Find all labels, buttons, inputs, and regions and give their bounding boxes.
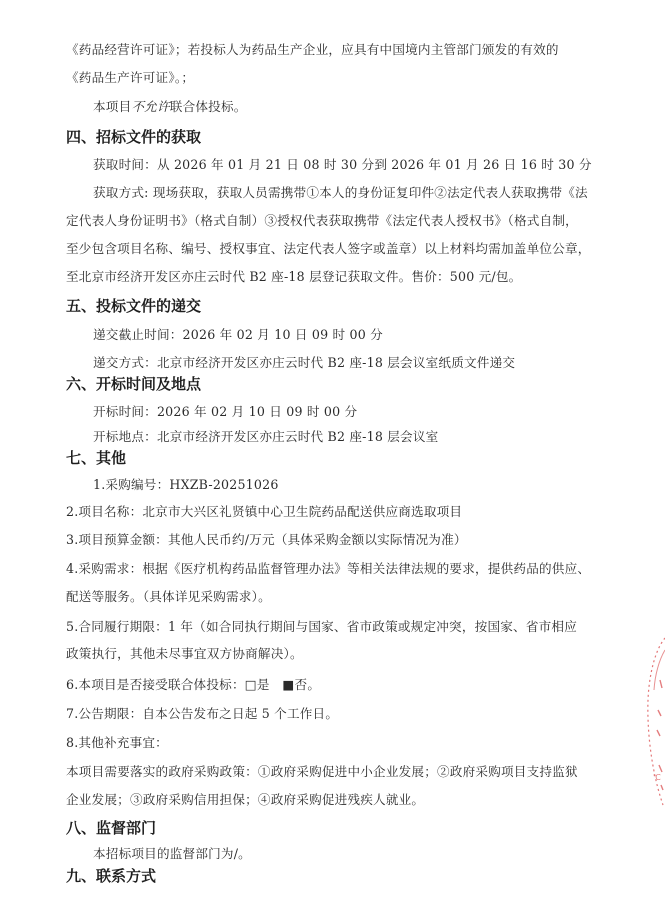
procurement-demand-line-2: 配送等服务。（具体详见采购需求）。 bbox=[66, 589, 271, 604]
acquisition-time: 获取时间：从 2026 年 01 月 21 日 08 时 30 分到 2026 年 01 月 26 日 16 时 30 分 bbox=[93, 157, 592, 172]
acquisition-method-line-3: 至少包含项目名称、编号、授权事宜、法定代表人签字或盖章）以上材料均需加盖单位公章， bbox=[66, 241, 591, 256]
project-budget: 3.项目预算金额：其他人民币约/万元（具体采购金额以实际情况为准） bbox=[66, 532, 467, 547]
submission-method: 递交方式：北京市经济开发区亦庄云时代 B2 座-18 层会议室纸质文件递交 bbox=[93, 355, 516, 370]
section-7-heading: 七、其他 bbox=[66, 449, 127, 467]
opening-time: 开标时间：2026 年 02 月 10 日 09 时 00 分 bbox=[93, 404, 358, 419]
policy-line-2: 企业发展；③政府采购信用担保；④政府采购促进残疾人就业。 bbox=[66, 792, 425, 807]
svg-text:'C: 'C bbox=[653, 773, 661, 782]
acquisition-method-line-4: 至北京市经济开发区亦庄云时代 B2 座-18 层登记获取文件。售价：500 元/包。 bbox=[66, 269, 522, 284]
license-line-2: 《药品生产许可证》。； bbox=[66, 70, 195, 85]
consortium-not-allowed: 不允许 bbox=[131, 99, 170, 114]
section-4-heading: 四、招标文件的获取 bbox=[66, 128, 202, 146]
opening-place: 开标地点：北京市经济开发区亦庄云时代 B2 座-18 层会议室 bbox=[93, 429, 439, 444]
section-5-heading: 五、投标文件的递交 bbox=[66, 297, 202, 315]
policy-line-1: 本项目需要落实的政府采购政策：①政府采购促进中小企业发展；②政府采购项目支持监狱 bbox=[66, 764, 578, 779]
acquisition-method-line-2: 定代表人身份证明书》（格式自制）③授权代表获取携带《法定代表人授权书》（格式自制， bbox=[66, 213, 578, 228]
section-9-heading: 九、联系方式 bbox=[66, 867, 157, 885]
announcement-period: 7.公告期限：自本公告发布之日起 5 个工作日。 bbox=[66, 706, 339, 721]
procurement-demand-line-1: 4.采购需求：根据《医疗机构药品监督管理办法》等相关法律法规的要求，提供药品的供应、 bbox=[66, 561, 591, 576]
red-seal-stamp-icon bbox=[635, 630, 665, 830]
license-line-1: 《药品经营许可证》；若投标人为药品生产企业，应具有中国境内主管部门颁发的有效的 bbox=[66, 42, 559, 57]
consortium-suffix: 联合体投标。 bbox=[169, 99, 247, 114]
contract-period-line-1: 5.合同履行期限：1 年（如合同执行期间与国家、省市政策或规定冲突，按国家、省市相应 bbox=[66, 619, 577, 634]
consortium-acceptance: 6.本项目是否接受联合体投标：□是 ■否。 bbox=[66, 677, 321, 692]
acquisition-method-line-1: 获取方式: 现场获取，获取人员需携带①本人的身份证复印件②法定代表人获取携带《法 bbox=[93, 185, 588, 200]
submission-deadline: 递交截止时间：2026 年 02 月 10 日 09 时 00 分 bbox=[93, 327, 383, 342]
supervision-department: 本招标项目的监督部门为/。 bbox=[93, 846, 251, 861]
section-8-heading: 八、监督部门 bbox=[66, 819, 157, 837]
project-name: 2.项目名称：北京市大兴区礼贤镇中心卫生院药品配送供应商选取项目 bbox=[66, 504, 463, 519]
consortium-prefix: 本项目 bbox=[93, 99, 132, 114]
other-matters: 8.其他补充事宜： bbox=[66, 735, 168, 750]
contract-period-line-2: 政策执行，其他未尽事宜双方协商解决）。 bbox=[66, 646, 303, 661]
section-6-heading: 六、开标时间及地点 bbox=[66, 375, 202, 393]
consortium-note bbox=[93, 98, 247, 116]
procurement-number: 1.采购编号：HXZB-20251026 bbox=[93, 477, 279, 492]
